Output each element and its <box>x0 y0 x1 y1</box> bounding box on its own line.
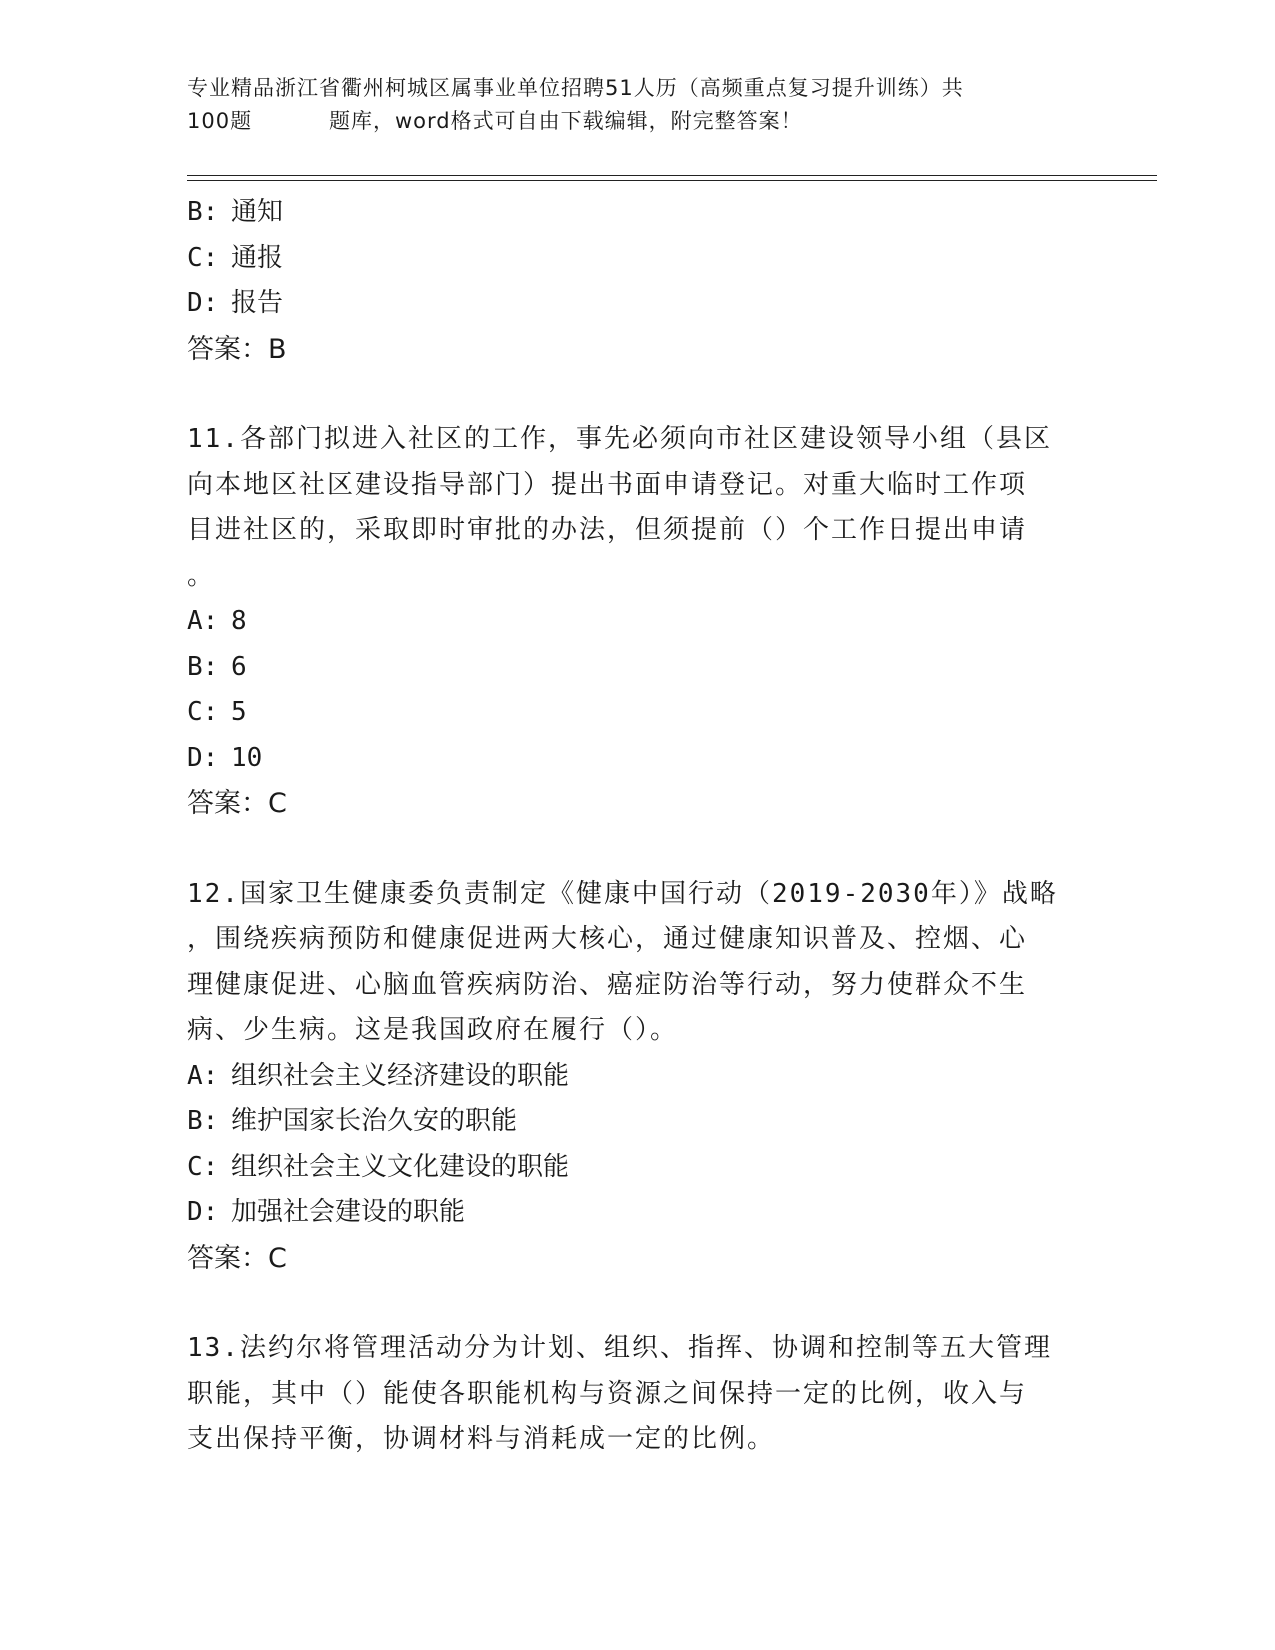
option-d: D: 加强社会建设的职能 <box>187 1197 466 1227</box>
question-13 <box>187 1326 1087 1463</box>
question-text-line: ，围绕疾病预防和健康促进两大核心，通过健康知识普及、控烟、心 <box>187 924 1028 954</box>
question-text-line: 。 <box>187 560 216 591</box>
option-c: C: 组织社会主义文化建设的职能 <box>187 1151 570 1182</box>
question-text-line: 12.国家卫生健康委负责制定《健康中国行动（2019-2030年）》战略 <box>187 878 1058 909</box>
question-text-line: 11.各部门拟进入社区的工作，事先必须向市社区建设领导小组（县区 <box>187 424 1052 454</box>
header-rule-bottom <box>187 180 1157 181</box>
question-text-line: 理健康促进、心脑血管疾病防治、癌症防治等行动，努力使群众不生 <box>187 969 1028 1000</box>
header-rule-top <box>187 175 1157 176</box>
option-d: D: 报告 <box>187 288 284 318</box>
option-b: B: 6 <box>187 651 247 682</box>
question-11 <box>187 417 1087 827</box>
answer-line: 答案：B <box>187 333 287 365</box>
question-content <box>187 190 1087 1463</box>
question-text-line: 病、少生病。这是我国政府在履行（）。 <box>187 1015 679 1045</box>
question-text-line: 13.法约尔将管理活动分为计划、组织、指挥、协调和控制等五大管理 <box>187 1333 1052 1363</box>
header-title-line-2 <box>187 105 1087 138</box>
option-b: B: 维护国家长治久安的职能 <box>187 1106 518 1136</box>
header-description: 题库，word格式可自由下载编辑，附完整答案！ <box>329 109 803 133</box>
answer-line: 答案：C <box>187 1242 287 1274</box>
question-text-line: 职能，其中（）能使各职能机构与资源之间保持一定的比例，收入与 <box>187 1378 1028 1409</box>
option-a: A: 8 <box>187 606 247 636</box>
option-c: C: 5 <box>187 697 247 727</box>
question-text-line: 向本地区社区建设指导部门）提出书面申请登记。对重大临时工作项 <box>187 469 1028 500</box>
question-10-tail <box>187 190 1087 372</box>
option-a: A: 组织社会主义经济建设的职能 <box>187 1060 570 1091</box>
header-question-count: 100题 <box>187 109 253 133</box>
question-text-line: 支出保持平衡，协调材料与消耗成一定的比例。 <box>187 1424 776 1454</box>
document-header <box>187 72 1087 138</box>
option-c: C: 通报 <box>187 242 284 273</box>
answer-line: 答案：C <box>187 788 287 819</box>
option-b: B: 通知 <box>187 197 284 227</box>
header-title-line-1: 专业精品浙江省衢州柯城区属事业单位招聘51人历（高频重点复习提升训练）共 <box>187 76 964 100</box>
document-page <box>187 0 1157 1650</box>
option-d: D: 10 <box>187 742 263 773</box>
question-text-line: 目进社区的，采取即时审批的办法，但须提前（）个工作日提出申请 <box>187 515 1028 545</box>
question-12 <box>187 872 1087 1282</box>
